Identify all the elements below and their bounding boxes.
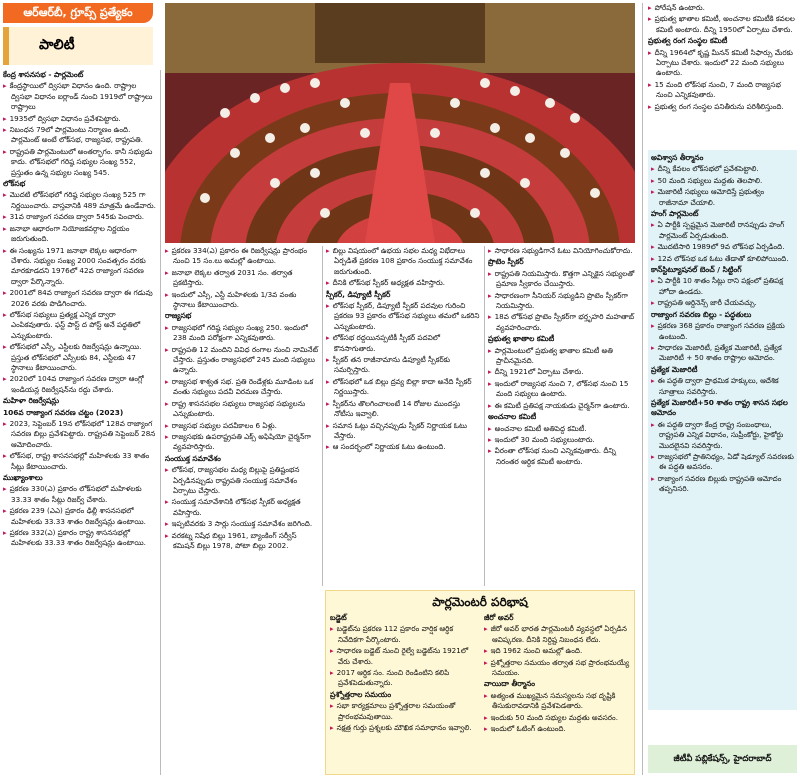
bullet: ▸ కేంద్రస్థాయిలో ద్విసభా విధానం ఉంది. రాష్ట్రాల ద్విసభా విధానం ఐర్లాండ్ నుంచి 1919లో రాష్ట్రాలు రాష్ట్రాలు [3, 81, 158, 112]
bullet: ▸ స్పీకర్ తన రాజీనామాను డిప్యూటీ స్పీకర్‌కు సమర్పిస్తారు. [326, 355, 481, 376]
terminology-title: పార్లమెంటరీ పరిభాష [432, 595, 528, 609]
bullet: ▸ అంచనాల కమిటీ అతిపెద్ద కమిటీ. [488, 424, 638, 434]
bullet: ▸ లోక్‌సభలో ఎస్సీ, ఎస్టీలకు రిజర్వేషన్లు ఉన్నాయి. ప్రస్తుత లోక్‌సభలో ఎస్సీలకు 84, ఎస్టీలకు 47 స్థానాలు కేటాయించారు. [3, 342, 158, 373]
bullet: ▸ 15 మంది లోక్‌సభ నుంచి, 7 మంది రాజ్యసభ నుంచి ఎన్నికవుతారు. [648, 80, 797, 101]
heading: రాజ్యసభ [165, 311, 192, 321]
heading: హంగ్ పార్లమెంట్ [651, 209, 699, 219]
bullet: ▸ పార్లమెంటులో ప్రభుత్వ ఖాతాల కమిటీ అతి ప్రాచీనమైనది. [488, 346, 638, 367]
bullet: ▸ జనాభా ఆధారంగా నియోజకవర్గాల నిర్ణయం జరుగుతుంది. [3, 224, 158, 245]
bullet: ▸ ఇది 1962 నుంచి అమల్లో ఉంది. [484, 646, 632, 656]
bullet: ▸ ఇందులో 30 మంది సభ్యులుంటారు. [488, 435, 638, 445]
heading: బడ్జెట్ [330, 613, 347, 622]
bullet: ▸ సభా కార్యక్రమాలు ప్రశ్నోత్తరాల సమయంతో ప్రారంభమవుతాయి. [330, 701, 478, 722]
bullet: ▸ రాజ్యసభకు ఉపరాష్ట్రపతి ఎక్స్ అఫిషియో చైర్మన్‌గా వ్యవహరిస్తారు. [165, 432, 320, 453]
column-2 [165, 246, 320, 774]
bullet: ▸ బడ్జెట్‌ను ప్రకరణ 112 ప్రకారం వార్షిక ఆర్థిక నివేదికగా పేర్కొంటారు. [330, 624, 478, 645]
column-3 [326, 246, 481, 586]
bullet: ▸ 1935లో ద్విసభా విధానం ప్రవేశపెట్టారు. [3, 114, 158, 124]
bullet: ▸ లోక్‌సభ స్పీకర్, డిప్యూటీ స్పీకర్ పదవుల గురించి ప్రకరణ 93 ప్రకారం లోక్‌సభ సభ్యులు తమలో ఒకరిని ఎన్నుకుంటారు. [326, 301, 481, 332]
bullet: ▸ దీన్ని 1964లో కృష్ణ మీనన్ కమిటీ సిఫార్సు మేరకు ఏర్పాటు చేశారు. ఇందులో 22 మంది సభ్యులు ఉంటారు. [648, 48, 797, 79]
terminology-box [325, 590, 635, 775]
bullet: ▸ 2020లో 104వ రాజ్యాంగ సవరణ ద్వారా ఆంగ్లో ఇండియన్ల రిజర్వేషన్‌ను రద్దు చేశారు. [3, 374, 158, 395]
column-rule [322, 246, 323, 586]
bullet: ▸ ప్రభుత్వ రంగ సంస్థల పనితీరును పరిశీలిస్తుంది. [648, 102, 797, 112]
heading: ప్రత్యేక మెజారిటీ+50 శాతం రాష్ట్ర శాసన సభల ఆమోదం [651, 397, 788, 418]
heading: ప్రభుత్వ ఖాతాల కమిటీ [488, 334, 555, 344]
publisher-credit: జీటీవీ పబ్లికేషన్స్, హైదరాబాద్ [648, 745, 797, 773]
bullet: ▸ రాష్ట్రపతి ఆర్డినెన్స్ జారీ చేయవచ్చు. [651, 298, 794, 308]
bullet: ▸ ఏ పార్టీకి స్పష్టమైన మెజారిటీ రానప్పుడు హంగ్ పార్లమెంట్ ఏర్పడుతుంది. [651, 220, 794, 241]
heading: కాన్‌స్టిట్యూషనల్ బెంచ్ / సిట్టింగ్ [651, 265, 742, 275]
bullet: ▸ ఈ పద్ధతి ద్వారా కేంద్ర రాష్ట్ర సంబంధాలు, రాష్ట్రపతి ఎన్నిక విధానం, సుప్రీంకోర్టు, హైకోర్టు మొదలైనవి సవరిస్తారు. [651, 420, 794, 451]
parliament-photo [165, 3, 635, 243]
bullet: ▸ 2001లో 84వ రాజ్యాంగ సవరణ ద్వారా ఈ గడువు 2026 వరకు పొడిగించారు. [3, 288, 158, 309]
section-header [3, 27, 153, 65]
column-rule [484, 246, 485, 586]
sidebar-content [651, 153, 794, 741]
bullet: ▸ రాజ్యసభలో గరిష్ఠ సభ్యుల సంఖ్య 250. ఇందులో 238 మంది పరోక్షంగా ఎన్నికవుతారు. [165, 323, 320, 344]
bullet: ▸ రాష్ట్రపతి నియమిస్తారు. కొత్తగా ఎన్నికైన సభ్యులతో ప్రమాణ స్వీకారం చేయిస్తారు. [488, 269, 638, 290]
bullet: ▸ లోక్‌సభ, రాష్ట్ర శాసనసభల్లో మహిళలకు 33 శాతం సీట్లు కేటాయించారు. [3, 451, 158, 472]
bullet: ▸ పోరేషన్ ఉంటారు. [648, 3, 797, 13]
bullet: ▸ దీన్ని కేవలం లోక్‌సభలో ప్రవేశపెట్టాలి. [651, 164, 794, 174]
bullet: ▸ ప్రకరణ 334(ఎ) ప్రకారం ఈ రిజర్వేషన్లు ప్రారంభం నుంచి 15 సం.లు అమల్లో ఉంటాయి. [165, 246, 320, 267]
bullet: ▸ మెజారిటీ సభ్యులు ఆమోదిస్తే ప్రభుత్వం రాజీనామా చేయాలి. [651, 187, 794, 208]
bullet: ▸ లోక్‌సభ, రాజ్యసభల మధ్య బిల్లుపై ప్రతిష్టంభన ఏర్పడినప్పుడు రాష్ట్రపతి సంయుక్త సమావేశం ఏర్పాటు చేస్తారు. [165, 465, 320, 496]
bullet: ▸ బిల్లు విషయంలో ఉభయ సభల మధ్య విభేదాలు ఏర్పడితే ప్రకరణ 108 ప్రకారం సంయుక్త సమావేశం జరుగుతుంది. [326, 246, 481, 277]
bullet: ▸ ఈ సంఖ్యను 1971 జనాభా లెక్కల ఆధారంగా చేశారు. సభ్యుల సంఖ్య 2000 సంవత్సరం వరకు మారకూడదని 1976లో 42వ రాజ్యాంగ సవరణ ద్వారా పేర్కొన్నారు. [3, 246, 158, 288]
section-title: పాలిటీ [39, 37, 75, 53]
bullet: ▸ మొదటి లోక్‌సభలో గరిష్ఠ సభ్యుల సంఖ్య 525 గా నిర్ణయించారు. వాస్తవానికి 489 మాత్రమే ఉండేవారు. [3, 190, 158, 211]
bullet: ▸ సాధారణ బడ్జెట్ నుంచి రైల్వే బడ్జెట్‌ను 1921లో వేరు చేశారు. [330, 646, 478, 667]
column-5 [648, 3, 797, 148]
bullet: ▸ 2017 ఆర్థిక సం. నుంచి రెండింటిని కలిపి ప్రవేశపెడుతున్నారు. [330, 668, 478, 689]
bullet: ▸ రాష్ట్రపతి పార్లమెంటులో అంతర్భాగం. కానీ సభ్యుడు కాదు. లోక్‌సభలో గరిష్ఠ సభ్యుల సంఖ్య 552, ప్రస్తుతం ఉన్న సభ్యుల సంఖ్య 545. [3, 147, 158, 178]
bullet: ▸ 12వ లోక్‌సభ ఒక ఓటు తేడాతో కూలిపోయింది. [651, 254, 794, 264]
bullet: ▸ ఇందులో రాజ్యసభ నుంచి 7, లోక్‌సభ నుంచి 15 మంది సభ్యులు ఉంటారు. [488, 379, 638, 400]
bullet: ▸ లోక్‌సభ రద్దయినప్పటికీ స్పీకర్ పదవిలో కొనసాగుతారు. [326, 333, 481, 354]
bullet: ▸ సాధారణంగా సీనియర్ సభ్యుడిని ప్రొటెం స్పీకర్‌గా నియమిస్తారు. [488, 291, 638, 312]
bullet: ▸ దీనికి లోక్‌సభ స్పీకర్ అధ్యక్షత వహిస్తారు. [326, 278, 481, 288]
bullet: ▸ దీన్ని 1921లో ఏర్పాటు చేశారు. [488, 367, 638, 377]
column-rule [160, 70, 161, 775]
bullet: ▸ ప్రశ్నోత్తరాల సమయం తర్వాత సభ ప్రారంభమయ్యే సమయం. [484, 658, 632, 679]
bullet: ▸ ప్రభుత్వ ఖాతాల కమిటీ, అంచనాల కమిటీకి కవలల కమిటీ అంటారు. దీన్ని 1950లో ఏర్పాటు చేశారు. [648, 14, 797, 35]
bullet: ▸ జీరో అవర్ భారత పార్లమెంటరీ వ్యవస్థలో ఏర్పడిన ఆవిష్కరణ. దీనికి నిర్దిష్ట నిబంధన లేదు. [484, 624, 632, 645]
bullet: ▸ లోక్‌సభ సభ్యులు ప్రత్యక్ష ఎన్నిక ద్వారా ఎంపికవుతారు. ఫస్ట్ పాస్ట్ ద పోస్ట్ అనే పద్ధతిలో ఎన్నుకుంటారు. [3, 310, 158, 341]
bullet: ▸ ఇందుకు 50 మంది సభ్యుల మద్దతు అవసరం. [484, 713, 632, 723]
heading: అంచనాల కమిటీ [488, 412, 537, 422]
bullet: ▸ లోక్‌సభలో ఒక బిల్లు ద్రవ్య బిల్లా కాదా అనేది స్పీకర్ నిర్ణయిస్తారు. [326, 377, 481, 398]
heading: ప్రభుత్వ రంగ సంస్థల కమిటీ [648, 36, 728, 46]
bullet: ▸ ప్రకరణ 330(ఎ) ప్రకారం లోక్‌సభలో మహిళలకు 33.33 శాతం సీట్లు రిజర్వ్ చేశారు. [3, 484, 158, 505]
bullet: ▸ జనాభా లెక్కల తర్వాత 2031 సం. తర్వాత ప్రకటిస్తారు. [165, 268, 320, 289]
heading: వాయిదా తీర్మానం [484, 679, 536, 689]
heading: మహిళా రిజర్వేషన్లు [3, 396, 60, 406]
parliament-chamber-illustration [165, 3, 635, 243]
bullet: ▸ స్పీకర్‌ను తొలగించాలంటే 14 రోజుల ముందస్తు నోటీసు ఇవ్వాలి. [326, 399, 481, 420]
heading: ప్రత్యేక మెజారిటీ [651, 364, 698, 374]
bullet: ▸ మొదటిసారి 1989లో 9వ లోక్‌సభ ఏర్పడింది. [651, 242, 794, 252]
terminology-right [484, 613, 632, 773]
bullet: ▸ నక్షత్ర గుర్తు ప్రశ్నలకు మౌఖిక సమాధానం ఇవ్వాలి. [330, 723, 478, 733]
bullet: ▸ రాజ్యసభ శాశ్వత సభ. ప్రతి రెండేళ్లకు మూడింట ఒక వంతు సభ్యులు పదవీ విరమణ చేస్తారు. [165, 377, 320, 398]
bullet: ▸ ఇప్పటివరకు 3 సార్లు సంయుక్త సమావేశం జరిగింది. [165, 519, 320, 529]
bullet: ▸ నిబంధన 79లో పార్లమెంటు నిర్మాణం ఉంది. పార్లమెంట్ అంటే లోక్‌సభ, రాజ్యసభ, రాష్ట్రపతి. [3, 125, 158, 146]
heading: సంయుక్త సమావేశం [165, 453, 221, 463]
bullet: ▸ అత్యంత ముఖ్యమైన సమస్యలను సభ దృష్టికి తీసుకురావడానికి ప్రవేశపెడతారు. [484, 691, 632, 712]
bullet: ▸ ప్రకరణ 368 ప్రకారం రాజ్యాంగ సవరణ ప్రక్రియ ఉంటుంది. [651, 321, 794, 342]
bullet: ▸ ఈ పద్ధతి ద్వారా ప్రాథమిక హక్కులు, ఆదేశిక సూత్రాలు సవరిస్తారు. [651, 376, 794, 397]
bullet: ▸ రాజ్యసభ సభ్యుల పదవీకాలం 6 ఏళ్లు. [165, 421, 320, 431]
bullet: ▸ 31వ రాజ్యాంగ సవరణ ద్వారా 545కు పెంచారు. [3, 212, 158, 222]
heading: రాజ్యాంగ సవరణ బిల్లు - పద్ధతులు [651, 309, 752, 319]
bullet: ▸ ఇందులో ఓటింగ్ ఉంటుంది. [484, 724, 632, 734]
bullet: ▸ రాజ్యసభలో ప్రాతినిధ్యం, ఏడో షెడ్యూల్ సవరణకు ఈ పద్ధతి అవసరం. [651, 452, 794, 473]
bullet: ▸ 2023, సెప్టెంబర్ 19న లోక్‌సభలో 128వ రాజ్యాంగ సవరణ బిల్లు ప్రవేశపెట్టారు. రాష్ట్రపతి సెప్టెంబర్ 28న ఆమోదించారు. [3, 419, 158, 450]
bullet: ▸ ఇందులో ఎస్సీ, ఎస్టీ మహిళలకు 1/3వ వంతు స్థానాలు కేటాయించారు. [165, 290, 320, 311]
bullet: ▸ ఈ కమిటీ ప్రతిపక్ష నాయకుడు చైర్మన్‌గా ఉంటారు. [488, 401, 638, 411]
bullet: ▸ సాధారణ మెజారిటీ, ప్రత్యేక మెజారిటీ, ప్రత్యేక మెజారిటీ + 50 శాతం రాష్ట్రాల ఆమోదం. [651, 343, 794, 364]
bullet: ▸ వీరంతా లోక్‌సభ నుంచి ఎన్నికవుతారు. దీన్ని నిరంతర ఆర్థిక కమిటీ అంటారు. [488, 446, 638, 467]
heading: జీరో అవర్ [484, 613, 514, 622]
heading: 106వ రాజ్యాంగ సవరణ చట్టం (2023) [3, 407, 124, 417]
bullet: ▸ ప్రకరణ 332(ఎ) ప్రకారం రాష్ట్ర శాసనసభల్లో మహిళలకు 33.33 శాతం రిజర్వేషన్లు ఉంటాయి. [3, 528, 158, 549]
bullet: ▸ రాష్ట్రపతి 12 మందిని వివిధ రంగాల నుంచి నామినేట్ చేస్తారు. ప్రస్తుతం రాజ్యసభలో 245 మంది సభ్యులు ఉన్నారు. [165, 345, 320, 376]
bullet: ▸ 18వ లోక్‌సభ ప్రొటెం స్పీకర్‌గా భర్తృహరి మహతాబ్ వ్యవహరించారు. [488, 312, 638, 333]
column-1 [3, 70, 158, 775]
bullet: ▸ సాధారణ సభ్యుడిగానే ఓటు వినియోగించుకోరాదు. [488, 246, 638, 256]
heading: కేంద్ర శాసనసభ - పార్లమెంట్ [3, 70, 84, 79]
bullet: ▸ రాజ్యాంగ సవరణ బిల్లుకు రాష్ట్రపతి ఆమోదం తప్పనిసరి. [651, 474, 794, 495]
column-4 [488, 246, 638, 586]
heading: అవిశ్వాస తీర్మానం [651, 153, 704, 162]
heading: లోక్‌సభ [3, 179, 26, 189]
bullet: ▸ ఆ సందర్భంలో నిర్ణాయక ఓటు ఉంటుంది. [326, 442, 481, 452]
heading: స్పీకర్, డిప్యూటీ స్పీకర్ [326, 289, 391, 299]
bullet: ▸ ప్రకరణ 239 (ఎఎ) ప్రకారం ఢిల్లీ శాసనసభలో మహిళలకు 33.33 శాతం రిజర్వేషన్లు ఉంటాయి. [3, 506, 158, 527]
bullet: ▸ వరకట్న నిషేధ బిల్లు 1961, బ్యాంకింగ్ సర్వీస్ కమిషన్ బిల్లు 1978, పోటా బిల్లు 2002. [165, 531, 320, 552]
bullet: ▸ 50 మంది సభ్యులు మద్దతు తెలపాలి. [651, 176, 794, 186]
terminology-left [330, 613, 478, 773]
bullet: ▸ సమాన ఓట్లు వచ్చినప్పుడు స్పీకర్ నిర్ణాయక ఓటు వేస్తారు. [326, 421, 481, 442]
bullet: ▸ సంయుక్త సమావేశానికి లోక్‌సభ స్పీకర్ అధ్యక్షత వహిస్తారు. [165, 497, 320, 518]
heading: ప్రశ్నోత్తరాల సమయం [330, 689, 392, 699]
bullet: ▸ ఏ పార్టీకి 10 శాతం సీట్లు రాని పక్షంలో ప్రతిపక్ష హోదా ఉండదు. [651, 276, 794, 297]
heading: ప్రొటెం స్పీకర్ [488, 257, 524, 267]
series-banner: ఆర్ఆర్‌బీ, గ్రూప్స్ ప్రత్యేకం [3, 3, 153, 23]
column-rule [642, 3, 643, 775]
bullet: ▸ రాష్ట్ర శాసనసభల సభ్యులు రాజ్యసభ సభ్యులను ఎన్నుకుంటారు. [165, 399, 320, 420]
heading: ముఖ్యాంశాలు [3, 473, 43, 483]
